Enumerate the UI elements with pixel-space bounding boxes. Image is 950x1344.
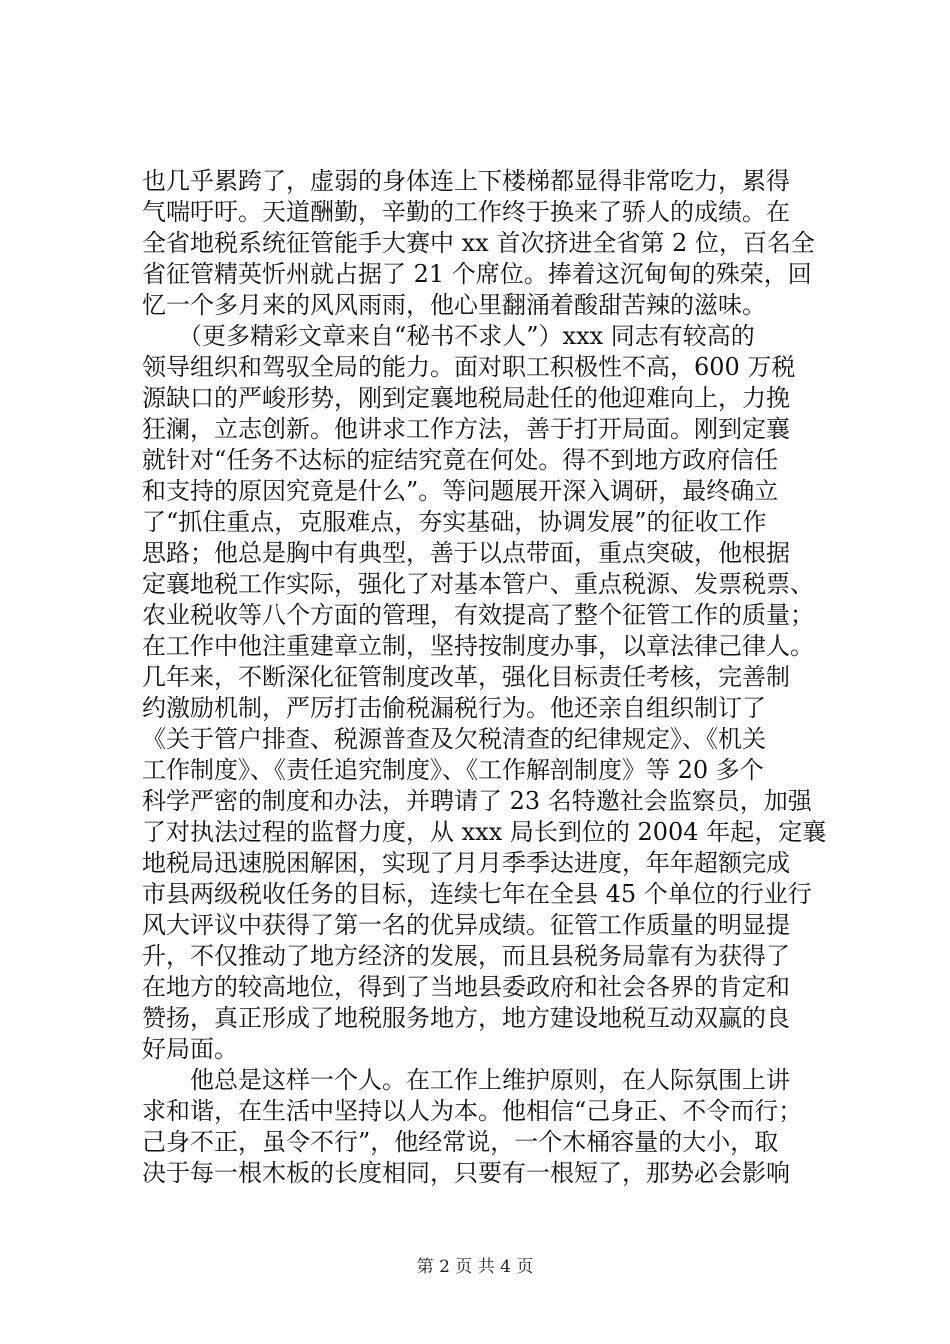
text-line: 己身不正，虽令不行”，他经常说，一个木桶容量的大小，取 [142, 1128, 779, 1156]
text-line: 定襄地税工作实际，强化了对基本管户、重点税源、发票税票、 [142, 570, 814, 598]
text-line: 约激励机制，严厉打击偷税漏税行为。他还亲自组织制订了 [142, 694, 766, 722]
text-line: 全省地税系统征管能手大赛中 xx 首次挤进全省第 2 位，百名全 [142, 229, 815, 257]
text-line: 也几乎累跨了，虚弱的身体连上下楼梯都显得非常吃力，累得 [142, 167, 790, 195]
text-line: 赞扬，真正形成了地税服务地方，地方建设地税互动双赢的良 [142, 1004, 790, 1032]
text-line: 狂澜，立志创新。他讲求工作方法，善于打开局面。刚到定襄 [142, 415, 790, 443]
text-line: 好局面。 [142, 1035, 238, 1063]
page-number: 第 2 页 共 4 页 [416, 1257, 534, 1277]
text-line: 工作制度》、《责任追究制度》、《工作解剖制度》等 20 多个 [142, 756, 764, 784]
text-line: 求和谐，在生活中坚持以人为本。他相信“己身正、不令而行； [142, 1097, 803, 1125]
text-line: 升，不仅推动了地方经济的发展，而且县税务局靠有为获得了 [142, 942, 790, 970]
text-line: 在地方的较高地位，得到了当地县委政府和社会各界的肯定和 [142, 973, 790, 1001]
text-line: 科学严密的制度和办法，并聘请了 23 名特邀社会监察员，加强 [142, 787, 812, 815]
text-line: 领导组织和驾驭全局的能力。面对职工积极性不高，600 万税 [142, 353, 796, 381]
text-line: 农业税收等八个方面的管理，有效提高了整个征管工作的质量； [142, 601, 814, 629]
text-line: 了对执法过程的监督力度，从 xxx 局长到位的 2004 年起，定襄 [142, 818, 827, 846]
text-line: 就针对“任务不达标的症结究竟在何处。得不到地方政府信任 [142, 446, 779, 474]
text-line: 在工作中他注重建章立制，坚持按制度办事，以章法律己律人。 [142, 632, 814, 660]
text-line: 了“抓住重点，克服难点，夯实基础，协调发展”的征收工作 [142, 508, 767, 536]
text-line: 忆一个多月来的风风雨雨，他心里翻涌着酸甜苦辣的滋味。 [142, 291, 766, 319]
text-line: （更多精彩文章来自“秘书不求人”）xxx 同志有较高的 [142, 322, 755, 350]
text-line: 他总是这样一个人。在工作上维护原则，在人际氛围上讲 [142, 1066, 790, 1094]
text-line: 风大评议中获得了第一名的优异成绩。征管工作质量的明显提 [142, 911, 790, 939]
text-line: 和支持的原因究竟是什么”。等问题展开深入调研，最终确立 [142, 477, 779, 505]
text-line: 决于每一根木板的长度相同，只要有一根短了，那势必会影响 [142, 1159, 790, 1187]
text-line: 思路；他总是胸中有典型，善于以点带面，重点突破，他根据 [142, 539, 790, 567]
body-text [142, 166, 842, 1189]
text-line: 几年来，不断深化征管制度改革，强化目标责任考核，完善制 [142, 663, 790, 691]
text-line: 源缺口的严峻形势，刚到定襄地税局赴任的他迎难向上，力挽 [142, 384, 790, 412]
page-footer [0, 1256, 950, 1278]
text-line: 气喘吁吁。天道酬勤，辛勤的工作终于换来了骄人的成绩。在 [142, 198, 790, 226]
text-line: 《关于管户排查、税源普查及欠税清查的纪律规定》、《机关 [142, 725, 766, 753]
text-line: 地税局迅速脱困解困，实现了月月季季达进度，年年超额完成 [142, 849, 790, 877]
text-line: 市县两级税收任务的目标，连续七年在全县 45 个单位的行业行 [142, 880, 812, 908]
text-line: 省征管精英忻州就占据了 21 个席位。捧着这沉甸甸的殊荣，回 [142, 260, 812, 288]
